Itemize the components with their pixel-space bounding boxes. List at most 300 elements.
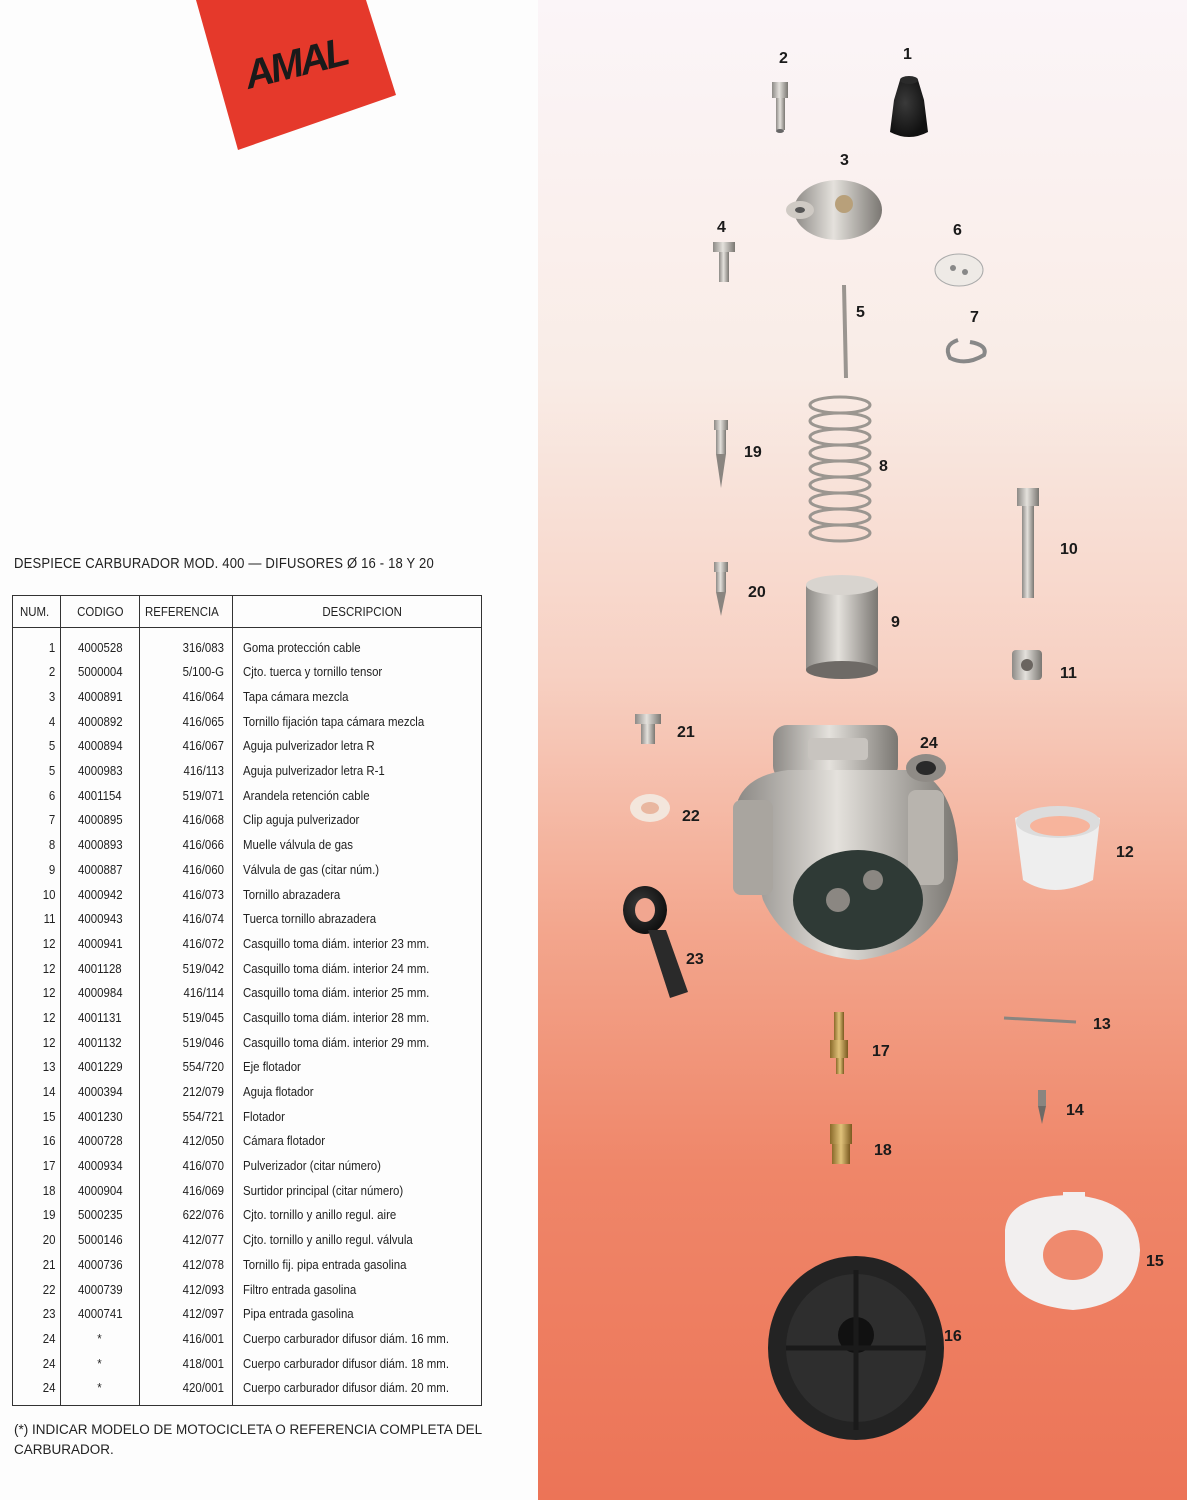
cell-codigo <box>60 980 139 1005</box>
parts-illustration <box>538 0 1187 1500</box>
table-row <box>13 1375 482 1405</box>
cell-referencia <box>140 1030 233 1055</box>
cell-referencia <box>140 1129 233 1154</box>
cell-codigo-text: 4000942 <box>77 886 123 902</box>
label-9: 9 <box>891 614 900 631</box>
cell-descripcion <box>232 709 481 734</box>
cell-descripcion-text: Tornillo fij. pipa entrada gasolina <box>242 1256 407 1272</box>
cell-num-text: 16 <box>42 1133 56 1149</box>
cell-descripcion-text: Filtro entrada gasolina <box>242 1281 357 1297</box>
cell-descripcion-text: Aguja flotador <box>242 1084 314 1100</box>
cell-referencia-text: 5/100-G <box>182 664 224 680</box>
cell-referencia-text: 212/079 <box>182 1084 224 1100</box>
table-row <box>13 1055 482 1080</box>
cell-referencia <box>140 956 233 981</box>
table-row <box>13 758 482 783</box>
cell-referencia-text: 416/068 <box>182 812 224 828</box>
cell-codigo <box>60 1375 139 1405</box>
table-row <box>13 1104 482 1129</box>
header-codigo: CODIGO <box>60 596 139 628</box>
cell-codigo <box>60 882 139 907</box>
cell-num-text: 9 <box>49 861 56 877</box>
label-20: 20 <box>748 584 766 601</box>
cell-codigo-text: 4000894 <box>77 738 123 754</box>
cell-num <box>13 1252 61 1277</box>
cell-referencia-text: 554/721 <box>182 1108 224 1124</box>
cell-referencia <box>140 1203 233 1228</box>
cell-descripcion <box>232 1129 481 1154</box>
cell-referencia-text: 416/114 <box>183 985 224 1001</box>
cell-num <box>13 1203 61 1228</box>
cell-codigo <box>60 684 139 709</box>
cell-descripcion <box>232 628 481 660</box>
label-14: 14 <box>1066 1102 1084 1119</box>
cell-descripcion-text: Clip aguja pulverizador <box>242 812 360 828</box>
cell-num-text: 20 <box>42 1232 56 1248</box>
label-16: 16 <box>944 1328 962 1345</box>
cell-referencia <box>140 1375 233 1405</box>
cell-codigo <box>60 1030 139 1055</box>
cell-codigo <box>60 660 139 685</box>
parts-list-panel <box>0 0 538 1500</box>
table-row <box>13 808 482 833</box>
cell-referencia <box>140 980 233 1005</box>
parts-table <box>12 595 482 1406</box>
cell-codigo <box>60 734 139 759</box>
cell-referencia <box>140 734 233 759</box>
label-10: 10 <box>1060 541 1078 558</box>
cell-descripcion-text: Eje flotador <box>242 1059 301 1075</box>
cell-codigo-text: 4000893 <box>77 837 123 853</box>
cell-referencia-text: 420/001 <box>182 1379 224 1395</box>
cell-codigo-text: * <box>97 1330 103 1346</box>
table-row <box>13 1178 482 1203</box>
cell-referencia-text: 519/042 <box>182 960 224 976</box>
cell-num-text: 12 <box>42 1034 56 1050</box>
cell-descripcion-text: Aguja pulverizador letra R-1 <box>242 763 385 779</box>
cell-descripcion <box>232 931 481 956</box>
part-9-throttle-valve <box>806 575 878 679</box>
cell-descripcion <box>232 857 481 882</box>
cell-codigo-text: 4001229 <box>77 1059 123 1075</box>
header-num: NUM. <box>13 596 61 628</box>
table-row <box>13 931 482 956</box>
cell-referencia <box>140 882 233 907</box>
cell-referencia-text: 416/072 <box>182 935 224 951</box>
table-row <box>13 980 482 1005</box>
part-1-rubber-cap <box>890 76 928 137</box>
cell-descripcion-text: Casquillo toma diám. interior 29 mm. <box>242 1034 430 1050</box>
cell-num-text: 5 <box>49 738 56 754</box>
table-row <box>13 1005 482 1030</box>
label-17: 17 <box>872 1043 890 1060</box>
table-row <box>13 709 482 734</box>
cell-codigo <box>60 758 139 783</box>
table-row <box>13 1079 482 1104</box>
table-row <box>13 1203 482 1228</box>
cell-referencia-text: 622/076 <box>182 1207 224 1223</box>
cell-referencia <box>140 857 233 882</box>
part-8-spring <box>810 397 870 541</box>
cell-referencia-text: 519/046 <box>182 1034 224 1050</box>
cell-num-text: 8 <box>49 837 56 853</box>
cell-codigo <box>60 1129 139 1154</box>
logo-text: AMAL <box>240 29 352 98</box>
cell-codigo-text: 4000941 <box>77 935 123 951</box>
cell-num <box>13 758 61 783</box>
cell-codigo-text: 4001230 <box>77 1108 123 1124</box>
table-row <box>13 1351 482 1376</box>
cell-num-text: 1 <box>49 640 56 656</box>
cell-referencia-text: 416/069 <box>182 1182 224 1198</box>
cell-num-text: 6 <box>49 787 56 803</box>
cell-codigo <box>60 1277 139 1302</box>
cell-num <box>13 931 61 956</box>
cell-referencia-text: 519/045 <box>182 1009 224 1025</box>
parts-table-body <box>13 628 482 1406</box>
part-6-washer <box>935 254 983 286</box>
cell-num <box>13 1055 61 1080</box>
cell-num-text: 5 <box>49 763 56 779</box>
cell-num <box>13 1351 61 1376</box>
cell-num <box>13 808 61 833</box>
table-row <box>13 1129 482 1154</box>
cell-num-text: 24 <box>42 1355 56 1371</box>
cell-referencia-text: 416/064 <box>182 689 224 705</box>
cell-referencia <box>140 808 233 833</box>
cell-codigo <box>60 1227 139 1252</box>
part-12-bushing <box>1015 806 1100 890</box>
cell-descripcion <box>232 783 481 808</box>
cell-referencia-text: 519/071 <box>182 787 224 803</box>
cell-num <box>13 857 61 882</box>
cell-descripcion-text: Cámara flotador <box>242 1133 325 1149</box>
cell-referencia <box>140 709 233 734</box>
table-row <box>13 628 482 660</box>
cell-num-text: 4 <box>49 713 56 729</box>
cell-codigo-text: 4000736 <box>77 1256 123 1272</box>
cell-codigo-text: 4000887 <box>77 861 123 877</box>
cell-referencia-text: 418/001 <box>182 1355 224 1371</box>
cell-descripcion <box>232 1153 481 1178</box>
table-row <box>13 684 482 709</box>
cell-descripcion-text: Válvula de gas (citar núm.) <box>242 861 379 877</box>
table-row <box>13 1301 482 1326</box>
cell-codigo <box>60 1252 139 1277</box>
cell-codigo-text: 4000943 <box>77 911 123 927</box>
part-20-throttle-screw <box>714 562 728 616</box>
part-7-clip <box>948 340 985 361</box>
cell-referencia <box>140 832 233 857</box>
table-header-row <box>13 596 482 628</box>
cell-descripcion-text: Tornillo abrazadera <box>242 886 341 902</box>
cell-descripcion <box>232 1277 481 1302</box>
cell-referencia <box>140 1005 233 1030</box>
table-row <box>13 1326 482 1351</box>
table-row <box>13 660 482 685</box>
cell-referencia <box>140 1227 233 1252</box>
cell-descripcion <box>232 1252 481 1277</box>
cell-codigo-text: * <box>97 1379 103 1395</box>
cell-referencia-text: 416/070 <box>182 1158 224 1174</box>
cell-codigo-text: 4000895 <box>77 812 123 828</box>
label-13: 13 <box>1093 1016 1111 1033</box>
cell-codigo <box>60 1326 139 1351</box>
label-23: 23 <box>686 951 704 968</box>
cell-num-text: 10 <box>42 886 56 902</box>
cell-num-text: 12 <box>42 985 56 1001</box>
cell-referencia <box>140 1252 233 1277</box>
cell-descripcion-text: Tuerca tornillo abrazadera <box>242 911 377 927</box>
cell-descripcion-text: Surtidor principal (citar número) <box>242 1182 404 1198</box>
cell-descripcion <box>232 684 481 709</box>
cell-descripcion-text: Cuerpo carburador difusor diám. 18 mm. <box>242 1355 449 1371</box>
label-8: 8 <box>879 458 888 475</box>
cell-num <box>13 980 61 1005</box>
cell-descripcion-text: Casquillo toma diám. interior 23 mm. <box>242 935 430 951</box>
cell-referencia <box>140 1055 233 1080</box>
part-5-needle <box>844 285 846 378</box>
label-24: 24 <box>920 735 938 752</box>
cell-codigo <box>60 956 139 981</box>
cell-descripcion-text: Flotador <box>242 1108 285 1124</box>
cell-descripcion-text: Cuerpo carburador difusor diám. 16 mm. <box>242 1330 449 1346</box>
part-21-screw <box>635 714 661 744</box>
cell-descripcion-text: Aguja pulverizador letra R <box>242 738 375 754</box>
cell-num-text: 3 <box>49 689 56 705</box>
cell-referencia <box>140 1301 233 1326</box>
cell-referencia-text: 316/083 <box>182 640 224 656</box>
cell-codigo <box>60 832 139 857</box>
cell-referencia-text: 416/073 <box>182 886 224 902</box>
cell-codigo <box>60 1104 139 1129</box>
cell-descripcion <box>232 1030 481 1055</box>
cell-num-text: 23 <box>42 1306 56 1322</box>
cell-codigo <box>60 808 139 833</box>
cell-num <box>13 1277 61 1302</box>
cell-codigo <box>60 931 139 956</box>
cell-descripcion-text: Goma protección cable <box>242 640 361 656</box>
cell-codigo-text: 4000741 <box>77 1306 123 1322</box>
cell-descripcion <box>232 1203 481 1228</box>
header-descripcion: DESCRIPCION <box>232 596 481 628</box>
cell-codigo <box>60 1005 139 1030</box>
part-18-main-jet <box>830 1124 852 1164</box>
cell-num-text: 15 <box>42 1108 56 1124</box>
amal-logo <box>196 0 406 150</box>
cell-codigo <box>60 1055 139 1080</box>
label-15: 15 <box>1146 1253 1164 1270</box>
cell-num <box>13 832 61 857</box>
label-18: 18 <box>874 1142 892 1159</box>
part-10-clamp-bolt <box>1017 488 1039 598</box>
cell-referencia <box>140 1178 233 1203</box>
label-4: 4 <box>717 219 726 236</box>
cell-referencia-text: 412/097 <box>182 1306 224 1322</box>
cell-codigo-text: 5000004 <box>77 664 123 680</box>
part-16-float-chamber <box>768 1256 944 1440</box>
cell-codigo-text: 4001154 <box>78 787 122 803</box>
cell-descripcion <box>232 734 481 759</box>
cell-descripcion <box>232 832 481 857</box>
cell-descripcion <box>232 758 481 783</box>
cell-descripcion-text: Pipa entrada gasolina <box>242 1306 354 1322</box>
cell-descripcion-text: Tapa cámara mezcla <box>242 689 349 705</box>
table-row <box>13 1153 482 1178</box>
table-row <box>13 1030 482 1055</box>
part-19-air-screw <box>714 420 728 488</box>
cell-referencia-text: 416/001 <box>182 1330 224 1346</box>
page-title: DESPIECE CARBURADOR MOD. 400 — DIFUSORES Ø 16 - 18 Y 20 <box>14 556 434 572</box>
cell-codigo-text: 4001131 <box>78 1009 122 1025</box>
cell-descripcion-text: Casquillo toma diám. interior 24 mm. <box>242 960 430 976</box>
cell-referencia <box>140 783 233 808</box>
cell-referencia <box>140 660 233 685</box>
cell-num-text: 14 <box>42 1084 56 1100</box>
part-15-float <box>1005 1192 1140 1310</box>
cell-codigo-text: 4000739 <box>77 1281 123 1297</box>
cell-descripcion <box>232 1301 481 1326</box>
table-row <box>13 1252 482 1277</box>
cell-referencia-text: 412/050 <box>182 1133 224 1149</box>
cell-codigo <box>60 628 139 660</box>
cell-descripcion <box>232 1227 481 1252</box>
cell-referencia <box>140 1104 233 1129</box>
cell-descripcion-text: Tornillo fijación tapa cámara mezcla <box>242 713 425 729</box>
cell-descripcion-text: Muelle válvula de gas <box>242 837 353 853</box>
cell-referencia-text: 416/065 <box>182 713 224 729</box>
label-6: 6 <box>953 222 962 239</box>
cell-num-text: 17 <box>42 1158 56 1174</box>
cell-num <box>13 1005 61 1030</box>
table-row <box>13 857 482 882</box>
part-17-atomizer <box>830 1012 848 1074</box>
cell-descripcion <box>232 1375 481 1405</box>
exploded-parts-photo <box>538 0 1187 1500</box>
cell-num <box>13 783 61 808</box>
cell-referencia-text: 416/113 <box>183 763 224 779</box>
cell-num <box>13 1227 61 1252</box>
cell-referencia <box>140 1277 233 1302</box>
cell-descripcion-text: Arandela retención cable <box>242 787 370 803</box>
cell-descripcion <box>232 1351 481 1376</box>
cell-descripcion <box>232 956 481 981</box>
cell-descripcion-text: Cuerpo carburador difusor diám. 20 mm. <box>242 1379 449 1395</box>
cell-descripcion <box>232 980 481 1005</box>
cell-referencia-text: 412/077 <box>182 1232 224 1248</box>
cell-codigo <box>60 709 139 734</box>
cell-codigo-text: 4000934 <box>77 1158 123 1174</box>
label-21: 21 <box>677 724 695 741</box>
cell-codigo-text: 4000394 <box>77 1084 123 1100</box>
cell-referencia-text: 412/078 <box>182 1256 224 1272</box>
cell-descripcion <box>232 1005 481 1030</box>
cell-referencia <box>140 1153 233 1178</box>
cell-referencia-text: 416/067 <box>182 738 224 754</box>
cell-num-text: 12 <box>42 1009 56 1025</box>
cell-num-text: 11 <box>43 911 56 927</box>
cell-num-text: 12 <box>42 960 56 976</box>
table-row <box>13 956 482 981</box>
cell-num <box>13 882 61 907</box>
cell-num-text: 19 <box>42 1207 56 1223</box>
cell-num-text: 12 <box>42 935 56 951</box>
cell-num-text: 24 <box>42 1379 56 1395</box>
cell-codigo-text: 5000235 <box>77 1207 123 1223</box>
table-row <box>13 1227 482 1252</box>
cell-codigo-text: 4000528 <box>77 640 123 656</box>
part-3-chamber-cap <box>786 180 882 240</box>
label-19: 19 <box>744 444 762 461</box>
cell-num <box>13 1129 61 1154</box>
part-22-filter <box>630 794 670 822</box>
label-12: 12 <box>1116 844 1134 861</box>
part-11-nut <box>1012 650 1042 680</box>
cell-codigo-text: 4000892 <box>77 713 123 729</box>
cell-num <box>13 1153 61 1178</box>
cell-descripcion-text: Cjto. tuerca y tornillo tensor <box>242 664 383 680</box>
cell-descripcion <box>232 1104 481 1129</box>
cell-codigo <box>60 1153 139 1178</box>
cell-descripcion-text: Casquillo toma diám. interior 28 mm. <box>242 1009 430 1025</box>
cell-codigo-text: 4000984 <box>77 985 123 1001</box>
table-row <box>13 1277 482 1302</box>
label-3: 3 <box>840 152 849 169</box>
table-row <box>13 832 482 857</box>
part-13-float-axle <box>1004 1018 1076 1022</box>
cell-num-text: 2 <box>49 664 56 680</box>
cell-descripcion <box>232 808 481 833</box>
cell-codigo <box>60 1301 139 1326</box>
part-24-carburettor-body <box>733 725 958 960</box>
cell-referencia-text: 416/066 <box>182 837 224 853</box>
footnote: (*) INDICAR MODELO DE MOTOCICLETA O REFERENCIA COMPLETA DEL CARBURADOR. <box>14 1422 482 1457</box>
part-14-float-needle <box>1038 1090 1046 1124</box>
cell-num <box>13 906 61 931</box>
cell-referencia-text: 416/060 <box>182 861 224 877</box>
cell-descripcion <box>232 1055 481 1080</box>
cell-num <box>13 684 61 709</box>
cell-num <box>13 1030 61 1055</box>
cell-codigo-text: 4000728 <box>77 1133 123 1149</box>
cell-descripcion <box>232 1178 481 1203</box>
cell-descripcion <box>232 882 481 907</box>
cell-num <box>13 1326 61 1351</box>
cell-codigo <box>60 1079 139 1104</box>
label-22: 22 <box>682 808 700 825</box>
cell-referencia-text: 412/093 <box>182 1281 224 1297</box>
cell-referencia <box>140 1326 233 1351</box>
cell-codigo-text: 4000904 <box>77 1182 123 1198</box>
label-1: 1 <box>903 46 912 63</box>
cell-descripcion <box>232 660 481 685</box>
cell-codigo <box>60 1178 139 1203</box>
cell-descripcion-text: Cjto. tornillo y anillo regul. aire <box>242 1207 397 1223</box>
cell-referencia <box>140 906 233 931</box>
cell-num <box>13 628 61 660</box>
cell-descripcion-text: Casquillo toma diám. interior 25 mm. <box>242 985 430 1001</box>
cell-descripcion-text: Pulverizador (citar número) <box>242 1158 381 1174</box>
cell-num <box>13 1104 61 1129</box>
label-2: 2 <box>779 50 788 67</box>
cell-codigo <box>60 857 139 882</box>
cell-num-text: 24 <box>42 1330 56 1346</box>
cell-codigo <box>60 906 139 931</box>
cell-codigo-text: 4001132 <box>78 1034 122 1050</box>
cell-referencia <box>140 1351 233 1376</box>
cell-referencia <box>140 628 233 660</box>
cell-codigo <box>60 783 139 808</box>
